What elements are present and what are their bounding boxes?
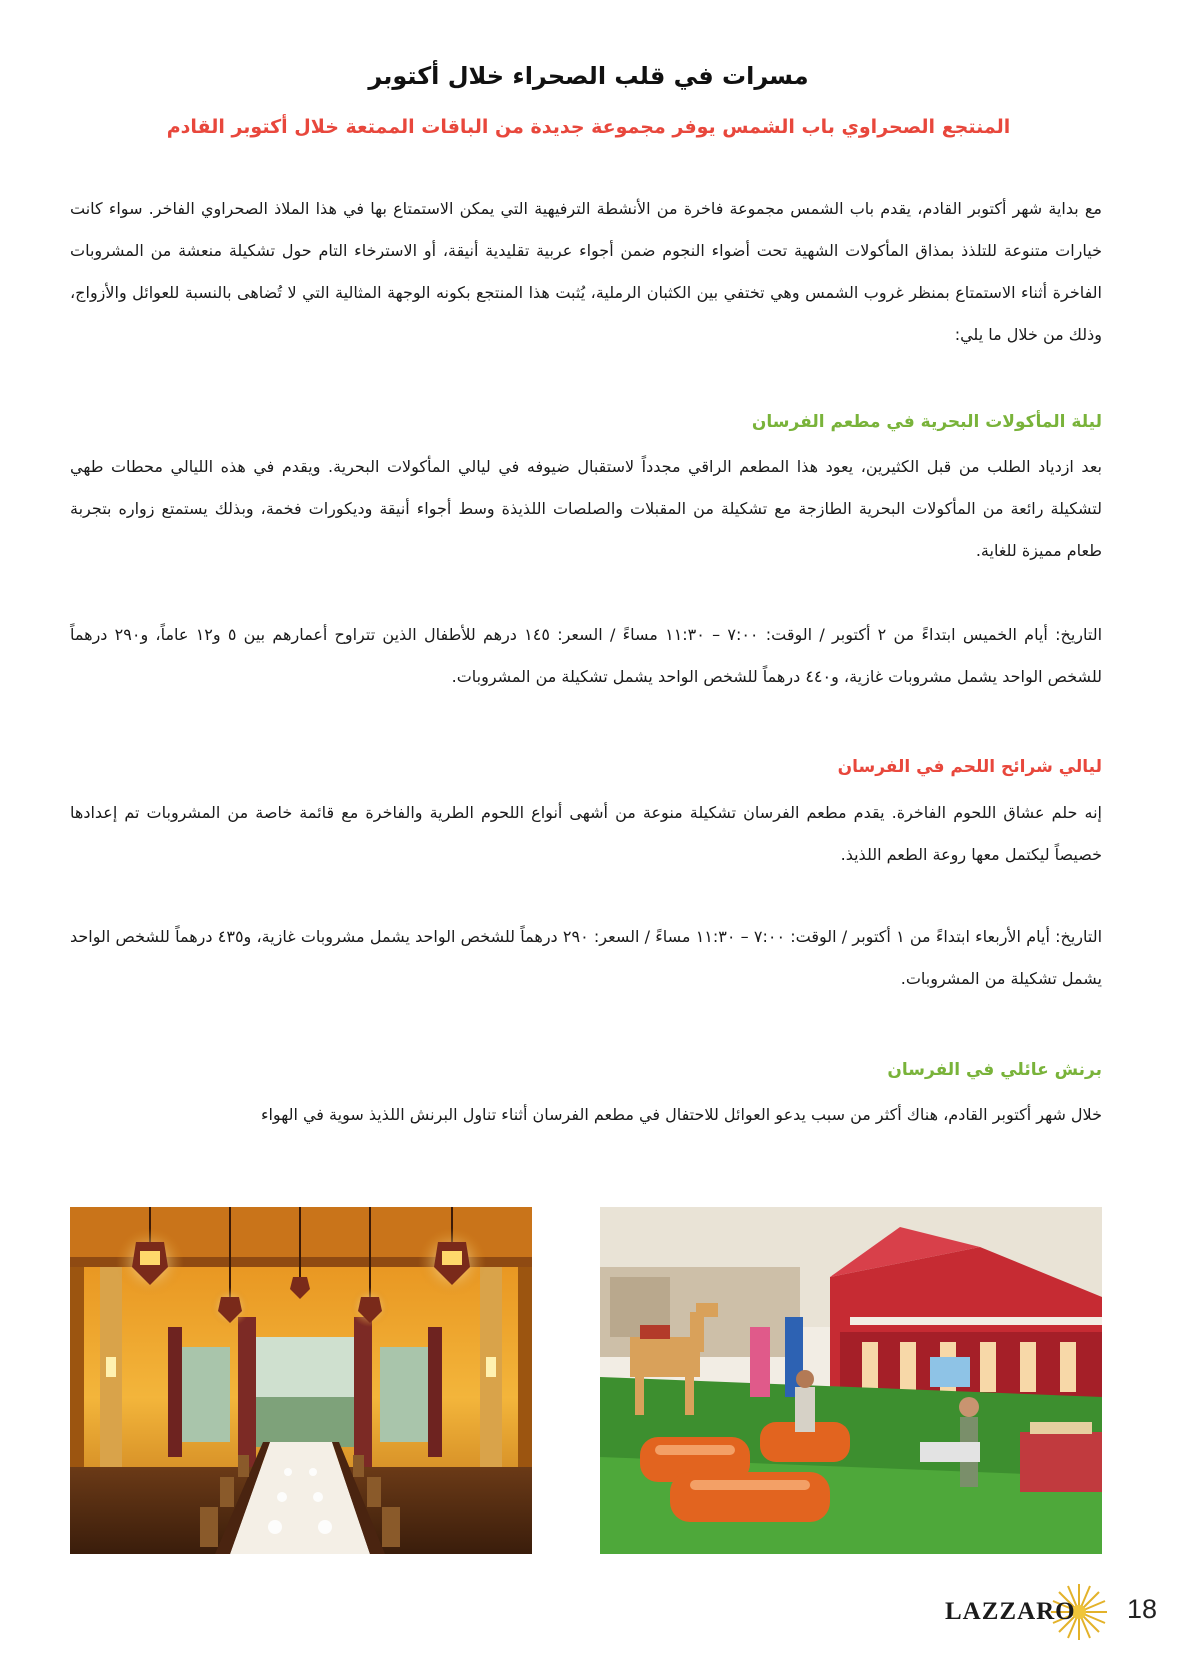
article-subtitle: المنتجع الصحراوي باب الشمس يوفر مجموعة جديدة من الباقات الممتعة خلال أكتوبر القادم: [166, 116, 1011, 138]
section-heading-seafood: ليلة المأكولات البحرية في مطعم الفرسان: [751, 412, 1102, 432]
page-number: 18: [1127, 1594, 1158, 1624]
article-title: مسرات في قلب الصحراء خلال أكتوبر: [368, 62, 809, 90]
section-details-seafood: التاريخ: أيام الخميس ابتداءً من ٢ أكتوبر / الوقت: ٧:٠٠ – ١١:٣٠ مساءً / السعر: ١٤٥ درهم للأطفال الذين تتراوح أعمارهم بين ٥ و١٢ عاماً، و٢٩٠ درهماً للشخص الواحد يشمل مشروبات غازية، و٤٤٠ درهماً للشخص الواحد يشمل تشكيلة من المشروبات.: [70, 625, 1103, 686]
intro-paragraph: مع بداية شهر أكتوبر القادم، يقدم باب الشمس مجموعة فاخرة من الأنشطة الترفيهية التي يمكن الاستمتاع بها في هذا الملاذ الصحراوي الفاخر. سواء كانت خيارات متنوعة للتلذذ بمذاق المأكولات الشهية تحت أضواء النجوم ضمن أجواء عربية تقليدية أنيقة، أو الاسترخاء التام حول تشكيلة منعشة من المشروبات الفاخرة أثناء الاستمتاع بمنظر غروب الشمس وهي تختفي بين الكثبان الرملية، يُثبت هذا المنتجع بكونه الوجهة المثالية التي لا تُضاهى بالنسبة للعوائل والأزواج، وذلك من خلال ما يلي:: [70, 199, 1102, 344]
brand-name: LAZZARO: [945, 1598, 1076, 1625]
section-body-steak: إنه حلم عشاق اللحوم الفاخرة. يقدم مطعم الفرسان تشكيلة منوعة من أشهى أنواع اللحوم الطرية والفاخرة مع قائمة خاصة من المشروبات تم إعدادها خصيصاً ليكتمل معها روعة الطعم اللذيذ.: [70, 803, 1102, 864]
family-brunch-tent-photo: [600, 1207, 1102, 1554]
section-body-brunch: خلال شهر أكتوبر القادم، هناك أكثر من سبب يدعو العوائل للاحتفال في مطعم الفرسان أثناء تناول البرنش اللذيذ سوية في الهواء: [260, 1105, 1102, 1124]
lazzaro-logo: [945, 1582, 1110, 1642]
section-body-seafood: بعد ازدياد الطلب من قبل الكثيرين، يعود هذا المطعم الراقي مجدداً لاستقبال ضيوفه في ليالي المأكولات البحرية. ويقدم في هذه الليالي محطات طهي لتشكيلة رائعة من المأكولات البحرية الطازجة مع تشكيلة من المقبلات والصلصات اللذيذة وسط أجواء أنيقة وديكورات فخمة، وبذلك يستمتع زواره بتجربة طعام مميزة للغاية.: [70, 457, 1102, 560]
section-details-steak: التاريخ: أيام الأربعاء ابتداءً من ١ أكتوبر / الوقت: ٧:٠٠ – ١١:٣٠ مساءً / السعر: ٢٩٠ درهماً للشخص الواحد يشمل مشروبات غازية، و٤٣٥ درهماً للشخص الواحد يشمل تشكيلة من المشروبات.: [70, 927, 1103, 988]
section-heading-brunch: برنش عائلي في الفرسان: [887, 1060, 1102, 1080]
restaurant-interior-photo: [70, 1207, 532, 1554]
section-heading-steak: ليالي شرائح اللحم في الفرسان: [837, 757, 1102, 777]
